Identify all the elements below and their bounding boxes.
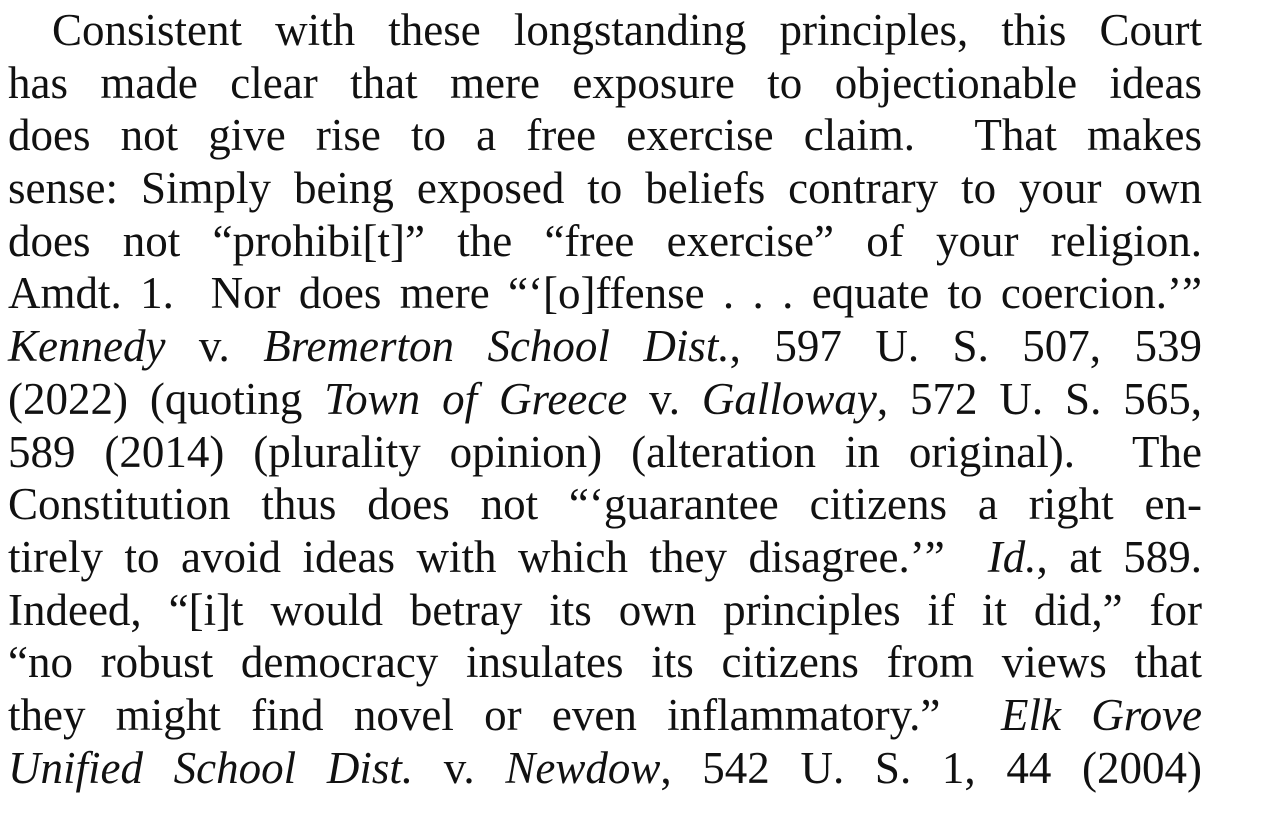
- text-line: [8, 4, 1202, 57]
- text-line: [8, 742, 1202, 795]
- text-segment: Indeed, “[i]t would betray its own principles if it did,” for: [8, 584, 1202, 635]
- text-line: [8, 689, 1202, 742]
- text-line: [8, 320, 1202, 373]
- text-segment: Consistent with these longstanding principles, this Court: [52, 5, 1202, 55]
- text-line: [8, 584, 1202, 637]
- text-line: [8, 162, 1202, 215]
- text-line: [8, 109, 1202, 162]
- text-line: [8, 531, 1202, 584]
- case-citation-italic: Galloway: [701, 373, 877, 424]
- text-segment: tirely to avoid ideas with which they disagree.’”: [8, 531, 988, 582]
- text-segment: v.: [413, 742, 506, 793]
- case-citation-italic: Kennedy: [8, 321, 166, 372]
- text-segment: 589 (2014) (plurality opinion) (alteration in original). The: [8, 426, 1202, 477]
- text-segment: (2022) (quoting: [8, 373, 325, 424]
- text-line: [8, 215, 1202, 268]
- opinion-paragraph: [8, 4, 1202, 794]
- case-citation-italic: Newdow: [505, 742, 661, 793]
- text-segment: Constitution thus does not “‘guarantee citizens a right en-: [8, 479, 1202, 530]
- text-segment: v.: [165, 321, 264, 372]
- text-line: [8, 267, 1202, 320]
- text-segment: sense: Simply being exposed to beliefs contrary to your own: [8, 163, 1202, 214]
- case-citation-italic: Elk Grove: [1000, 689, 1203, 740]
- case-citation-italic: Town of Greece: [324, 373, 628, 424]
- text-segment: does not “prohibi[t]” the “free exercise” of your religion.: [8, 215, 1202, 266]
- case-citation-italic: Unified School Dist.: [8, 742, 414, 793]
- text-segment: they might find novel or even inflammatory.”: [8, 689, 1001, 740]
- text-line: [8, 373, 1202, 426]
- text-line: [8, 636, 1202, 689]
- text-segment: v.: [627, 373, 702, 424]
- text-segment: , at 589.: [1036, 531, 1202, 582]
- text-line: [8, 57, 1202, 110]
- case-citation-italic: Bremerton School Dist.: [263, 321, 730, 372]
- text-segment: , 572 U. S. 565,: [876, 373, 1202, 424]
- text-segment: Amdt. 1. Nor does mere “‘[o]ffense . . . equate to coercion.’”: [8, 268, 1202, 319]
- text-segment: , 542 U. S. 1, 44 (2004): [660, 742, 1203, 793]
- text-segment: does not give rise to a free exercise claim. That makes: [8, 110, 1202, 161]
- text-segment: “no robust democracy insulates its citizens from views that: [8, 637, 1202, 688]
- text-line: [8, 478, 1202, 531]
- text-segment: , 597 U. S. 507, 539: [729, 321, 1203, 372]
- text-segment: has made clear that mere exposure to objectionable ideas: [8, 57, 1202, 108]
- text-line: [8, 426, 1202, 479]
- case-citation-italic: Id.: [987, 531, 1037, 582]
